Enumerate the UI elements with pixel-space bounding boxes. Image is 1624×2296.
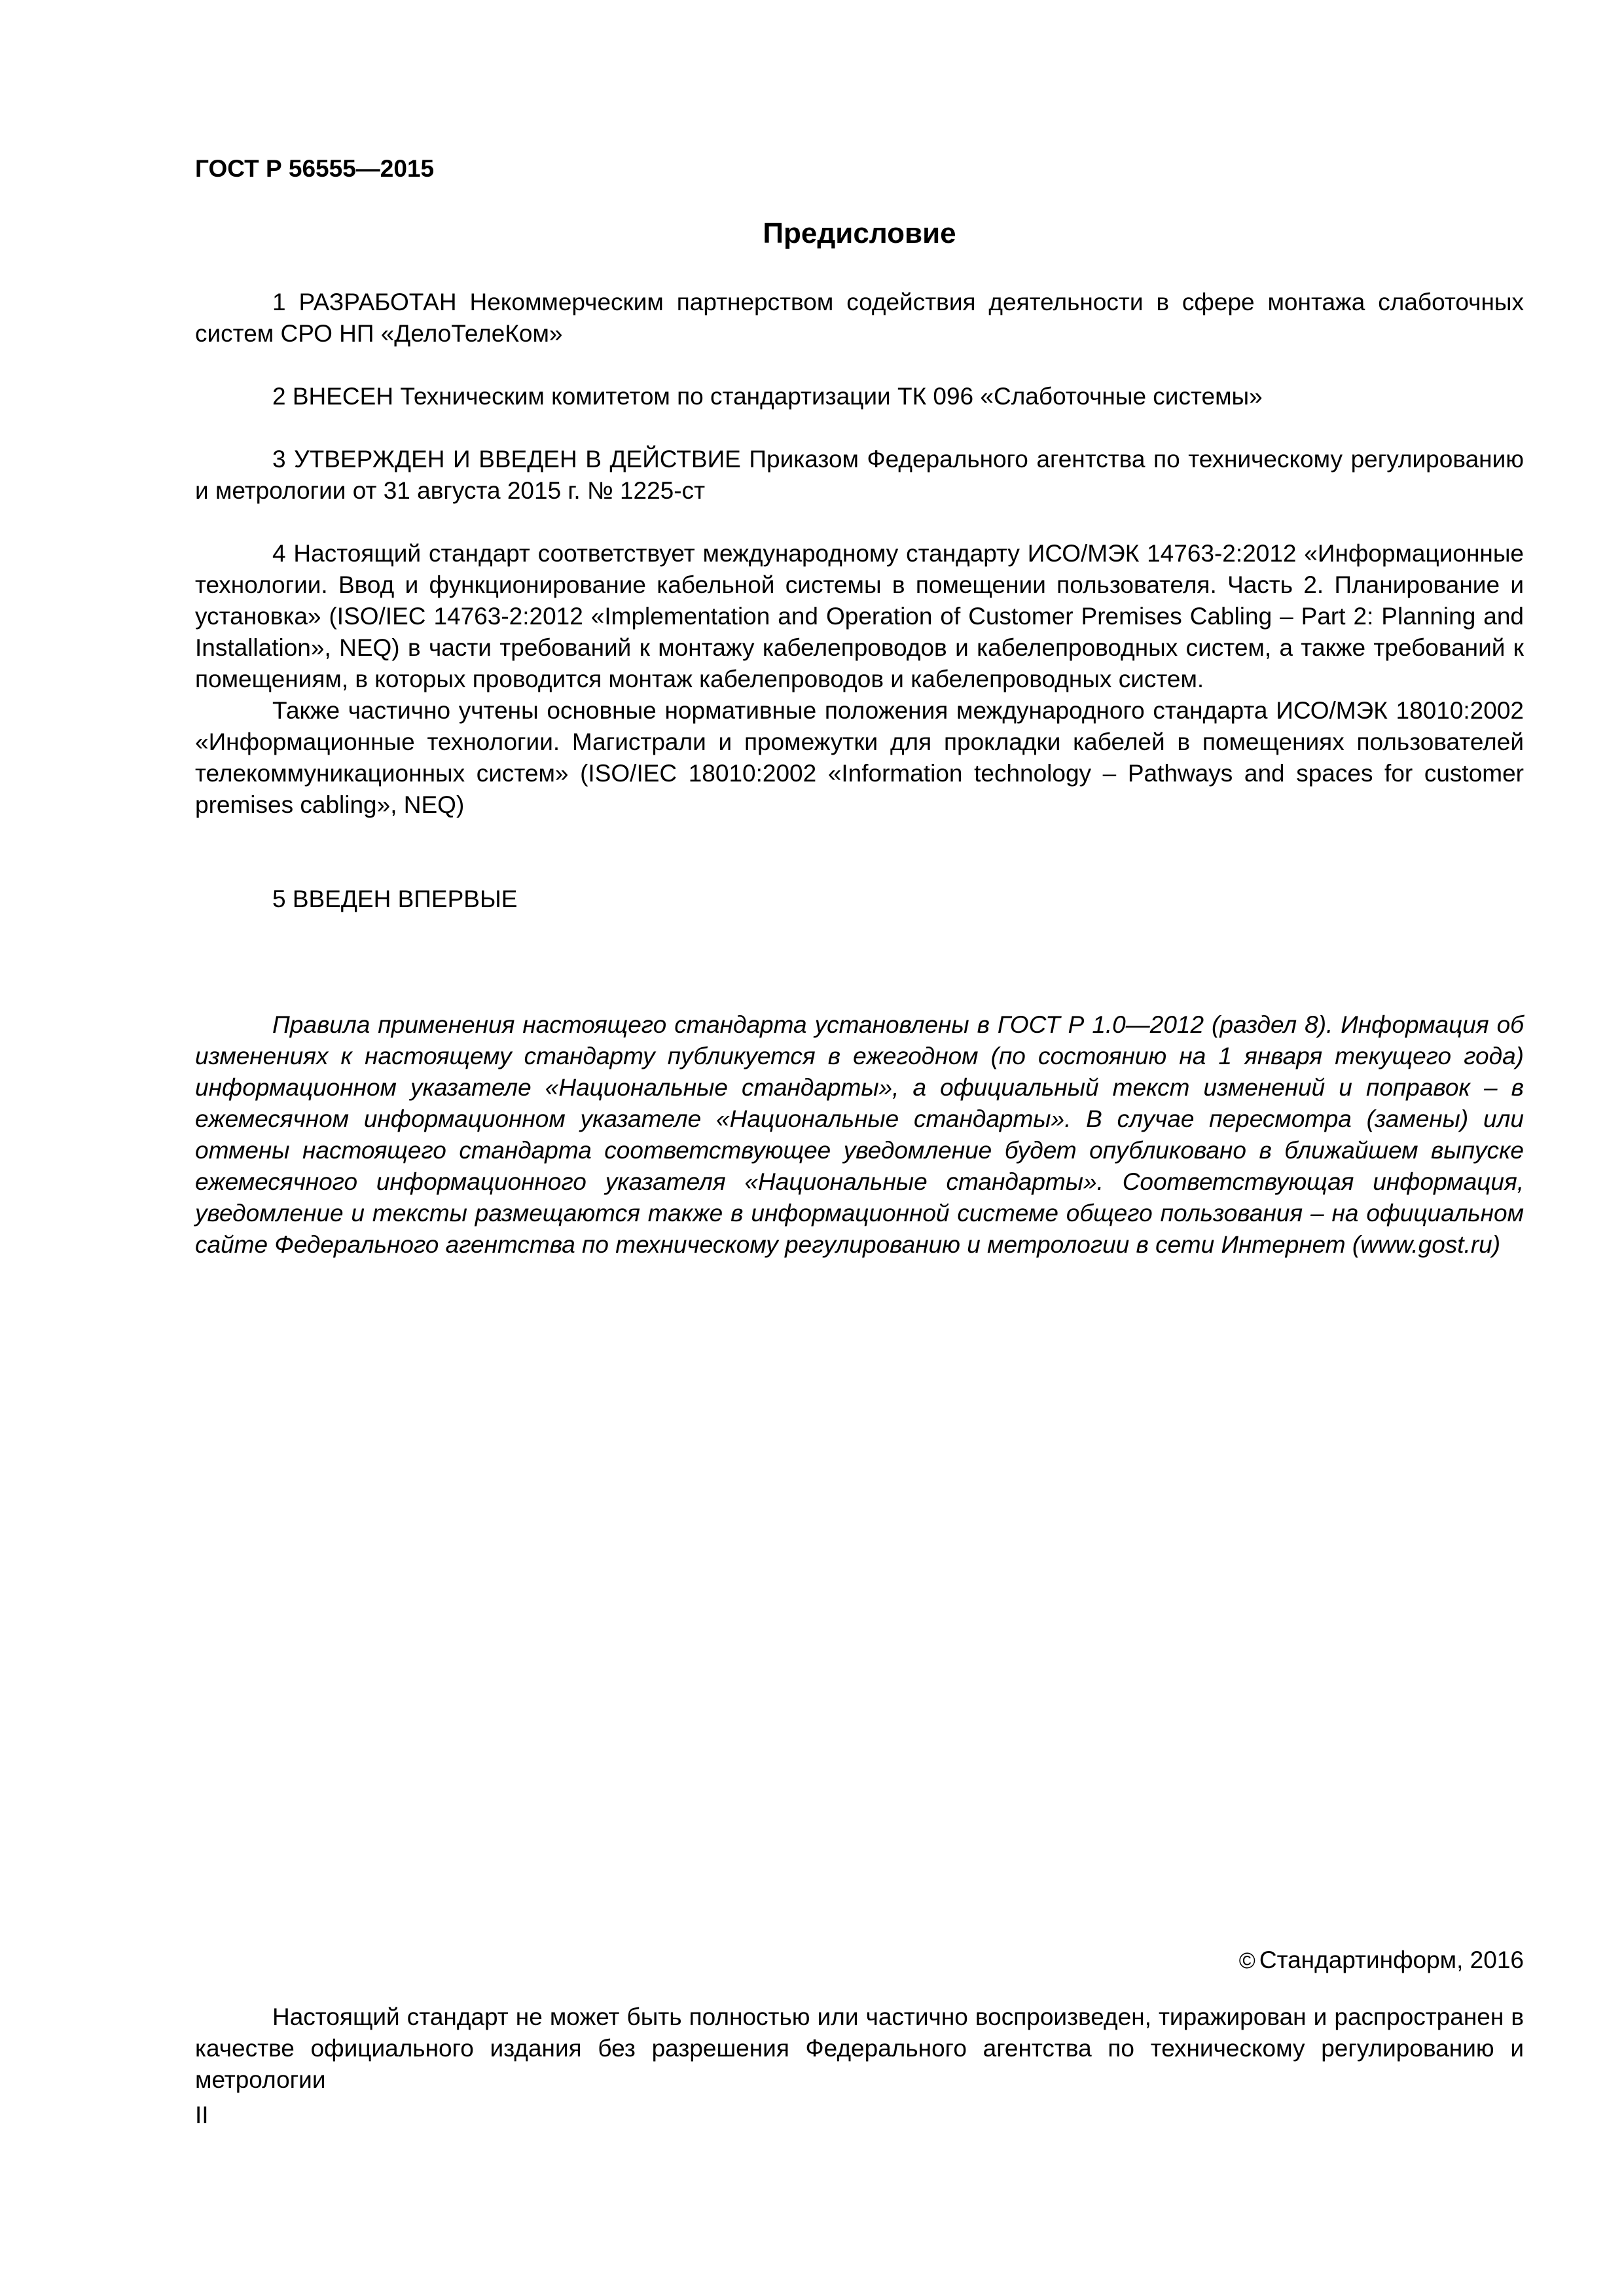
copyright-line xyxy=(1239,1946,1524,1975)
copyright-text: Стандартинформ, 2016 xyxy=(1259,1946,1524,1973)
reproduction-notice xyxy=(195,2001,1524,2096)
page-number: II xyxy=(195,2102,209,2128)
foreword-item-2 xyxy=(195,381,1524,412)
document-id: ГОСТ Р 56555—2015 xyxy=(195,155,435,182)
foreword-item-text: 4 Настоящий стандарт соответствует международному стандарту ИСО/МЭК 14763-2:2012 «Информационные технологии. Ввод и функционирование кабельной системы в помещении пользователя. Часть 2. Планирование и установка» (ISO/IEC 14763-2:2012 «Implementation and Operation of Customer Premises Cabling – Part 2: Planning and Installation», NEQ) в части требований к монтажу кабелепроводов и кабелепроводных систем, а также требований к помещениям, в которых проводится монтаж кабелепроводов и кабелепроводных систем. xyxy=(195,540,1524,692)
foreword-item-3 xyxy=(195,444,1524,507)
rules-notice-text: Правила применения настоящего стандарта установлены в ГОСТ Р 1.0—2012 (раздел 8). Информация об изменениях к настоящему стандарту публикуется в ежегодном (по состоянию на 1 января текущего года) информационном указателе «Национальные стандарты», а официальный текст изменений и поправок – в ежемесячном информационном указателе «Национальные стандарты». В случае пересмотра (замены) или отмены настоящего стандарта соответствующее уведомление будет опубликовано в ближайшем выпуске ежемесячного информационного указателя «Национальные стандарты». Соответствующая информация, уведомление и тексты размещаются также в информационной системе общего пользования – на официальном сайте Федерального агентства по техническому регулированию и метрологии в сети Интернет (www.gost.ru) xyxy=(195,1011,1524,1258)
foreword-item-continuation: Также частично учтены основные нормативные положения международного стандарта ИСО/МЭК 18010:2002 «Информационные технологии. Магистрали и промежутки для прокладки кабелей в помещениях пользователей телекоммуникационных систем» (ISO/IEC 18010:2002 «Information technology – Pathways and spaces for customer premises cabling», NEQ) xyxy=(195,697,1524,818)
rules-notice xyxy=(195,1009,1524,1261)
foreword-item-text: 5 ВВЕДЕН ВПЕРВЫЕ xyxy=(272,886,518,912)
foreword-item-text: 3 УТВЕРЖДЕН И ВВЕДЕН В ДЕЙСТВИЕ Приказом Федерального агентства по техническому регулированию и метрологии от 31 августа 2015 г. № 1225-ст xyxy=(195,446,1524,504)
foreword-item-1 xyxy=(195,287,1524,350)
foreword-item-text: 2 ВНЕСЕН Техническим комитетом по стандартизации ТК 096 «Слаботочные системы» xyxy=(272,383,1263,410)
foreword-item-text: 1 РАЗРАБОТАН Некоммерческим партнерством содействия деятельности в сфере монтажа слаботочных систем СРО НП «ДелоТелеКом» xyxy=(195,289,1524,347)
reproduction-notice-text: Настоящий стандарт не может быть полностью или частично воспроизведен, тиражирован и распространен в качестве официального издания без разрешения Федерального агентства по техническому регулированию и метрологии xyxy=(195,2003,1524,2093)
foreword-item-4 xyxy=(195,538,1524,821)
page-title: Предисловие xyxy=(763,217,956,249)
foreword-item-5 xyxy=(195,884,1524,915)
copyright-icon: © xyxy=(1238,1948,1255,1973)
